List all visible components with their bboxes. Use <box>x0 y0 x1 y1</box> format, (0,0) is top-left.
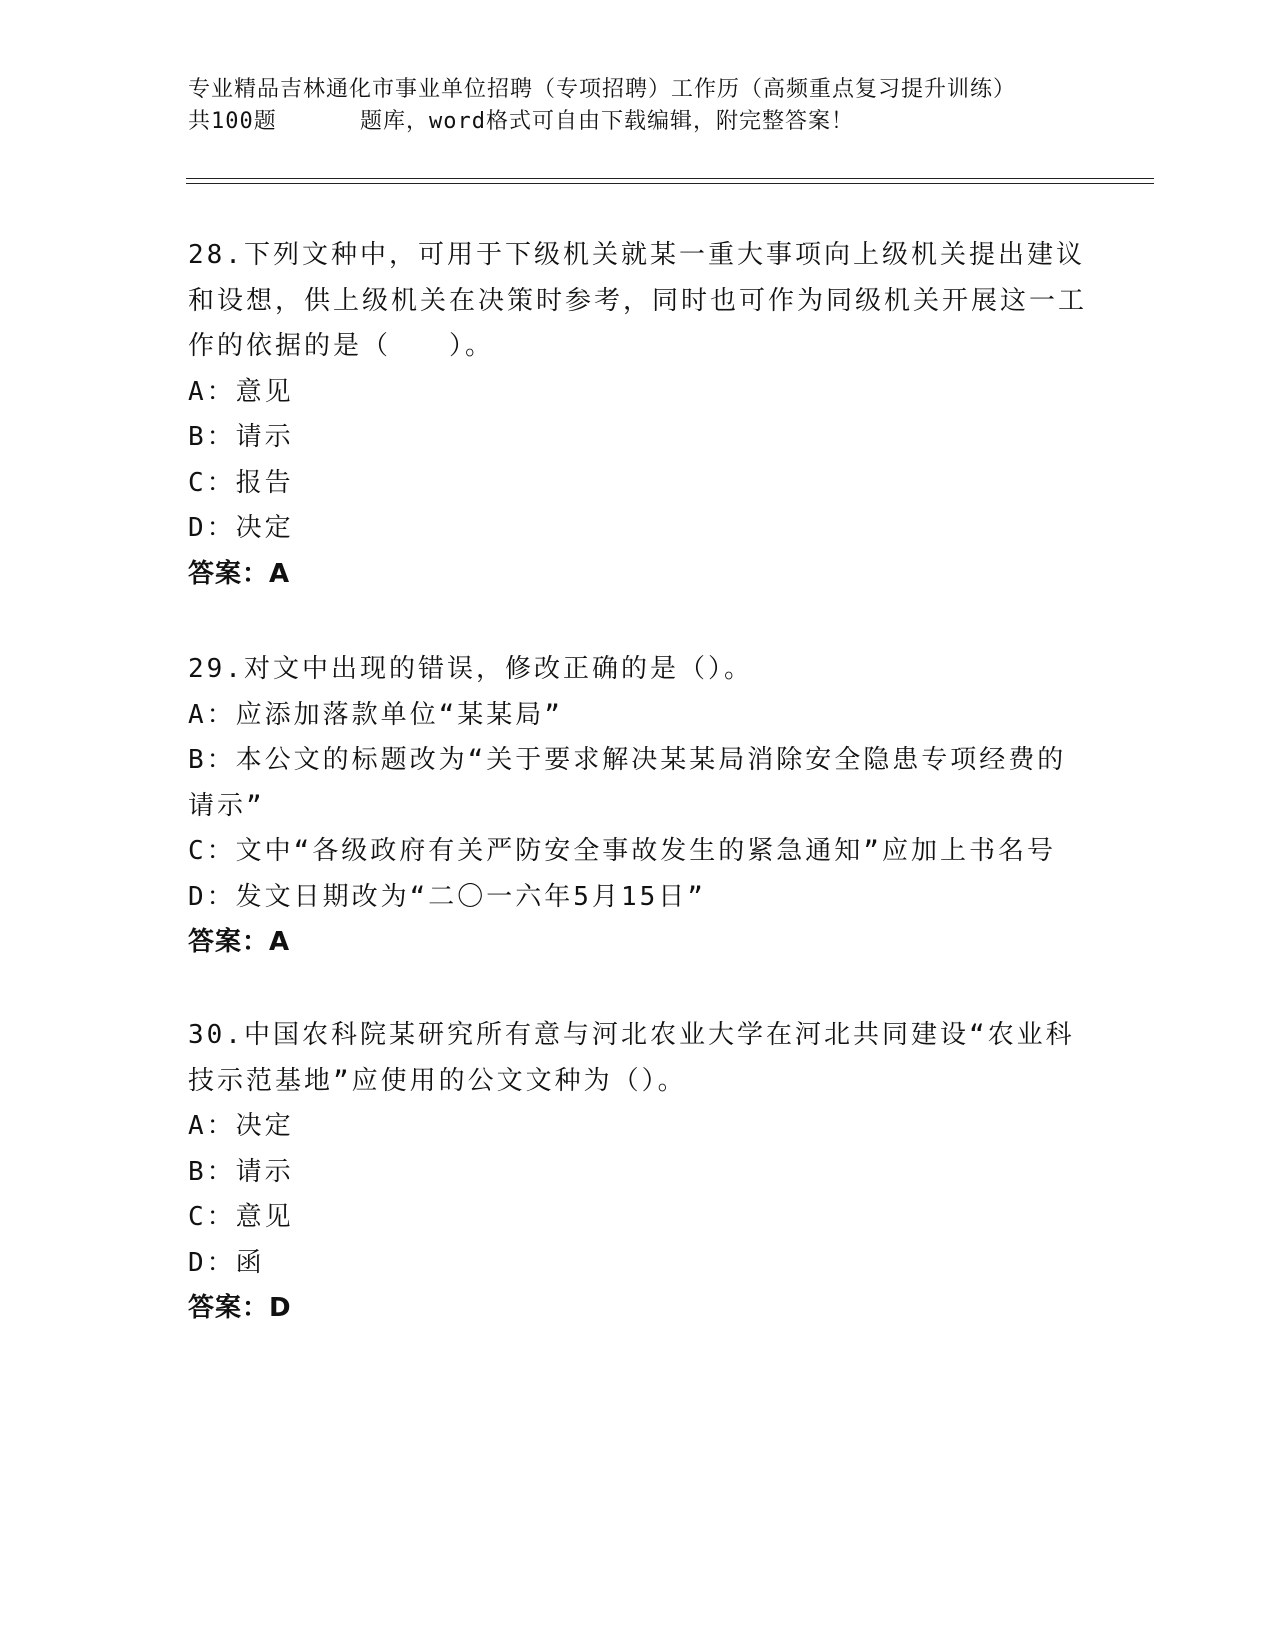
question-29 <box>188 647 1088 966</box>
option-a: A：决定 <box>188 1111 294 1141</box>
document-header <box>188 74 1088 138</box>
question-28 <box>188 233 1088 597</box>
question-stem: 29.对文中出现的错误，修改正确的是（）。 <box>188 654 753 684</box>
option-b: B：请示 <box>188 422 294 452</box>
option-c: C：文中“各级政府有关严防安全事故发生的紧急通知”应加上书名号 <box>188 836 1056 866</box>
question-30 <box>188 1013 1088 1332</box>
answer: 答案：A <box>188 927 291 957</box>
option-c: C：意见 <box>188 1202 294 1232</box>
header-divider-top <box>186 178 1154 179</box>
answer: 答案：A <box>188 558 291 589</box>
option-a: A：应添加落款单位“某某局” <box>188 699 563 730</box>
header-subtitle-line <box>188 106 1088 138</box>
question-stem: 28.下列文种中，可用于下级机关就某一重大事项向上级机关提出建议和设想，供上级机关在决策时参考，同时也可作为同级机关开展这一工作的依据的是（ ）。 <box>188 240 1088 361</box>
option-b: B：请示 <box>188 1156 294 1187</box>
question-stem: 30.中国农科院某研究所有意与河北农业大学在河北共同建设“农业科技示范基地”应使用的公文文种为（）。 <box>188 1020 1075 1096</box>
option-d: D：函 <box>188 1247 265 1278</box>
header-description: 题库，word格式可自由下载编辑，附完整答案！ <box>360 109 854 134</box>
header-divider-bottom <box>186 183 1154 184</box>
answer: 答案：D <box>188 1293 292 1323</box>
option-a: A：意见 <box>188 376 294 407</box>
option-d: D：发文日期改为“二〇一六年5月15日” <box>188 881 706 912</box>
option-c: C：报告 <box>188 467 294 498</box>
option-b: B：本公文的标题改为“关于要求解决某某局消除安全隐患专项经费的请示” <box>188 745 1067 821</box>
option-d: D：决定 <box>188 513 294 543</box>
header-title-line: 专业精品吉林通化市事业单位招聘（专项招聘）工作历（高频重点复习提升训练） <box>188 77 1017 102</box>
question-count: 共100题 <box>188 109 277 134</box>
